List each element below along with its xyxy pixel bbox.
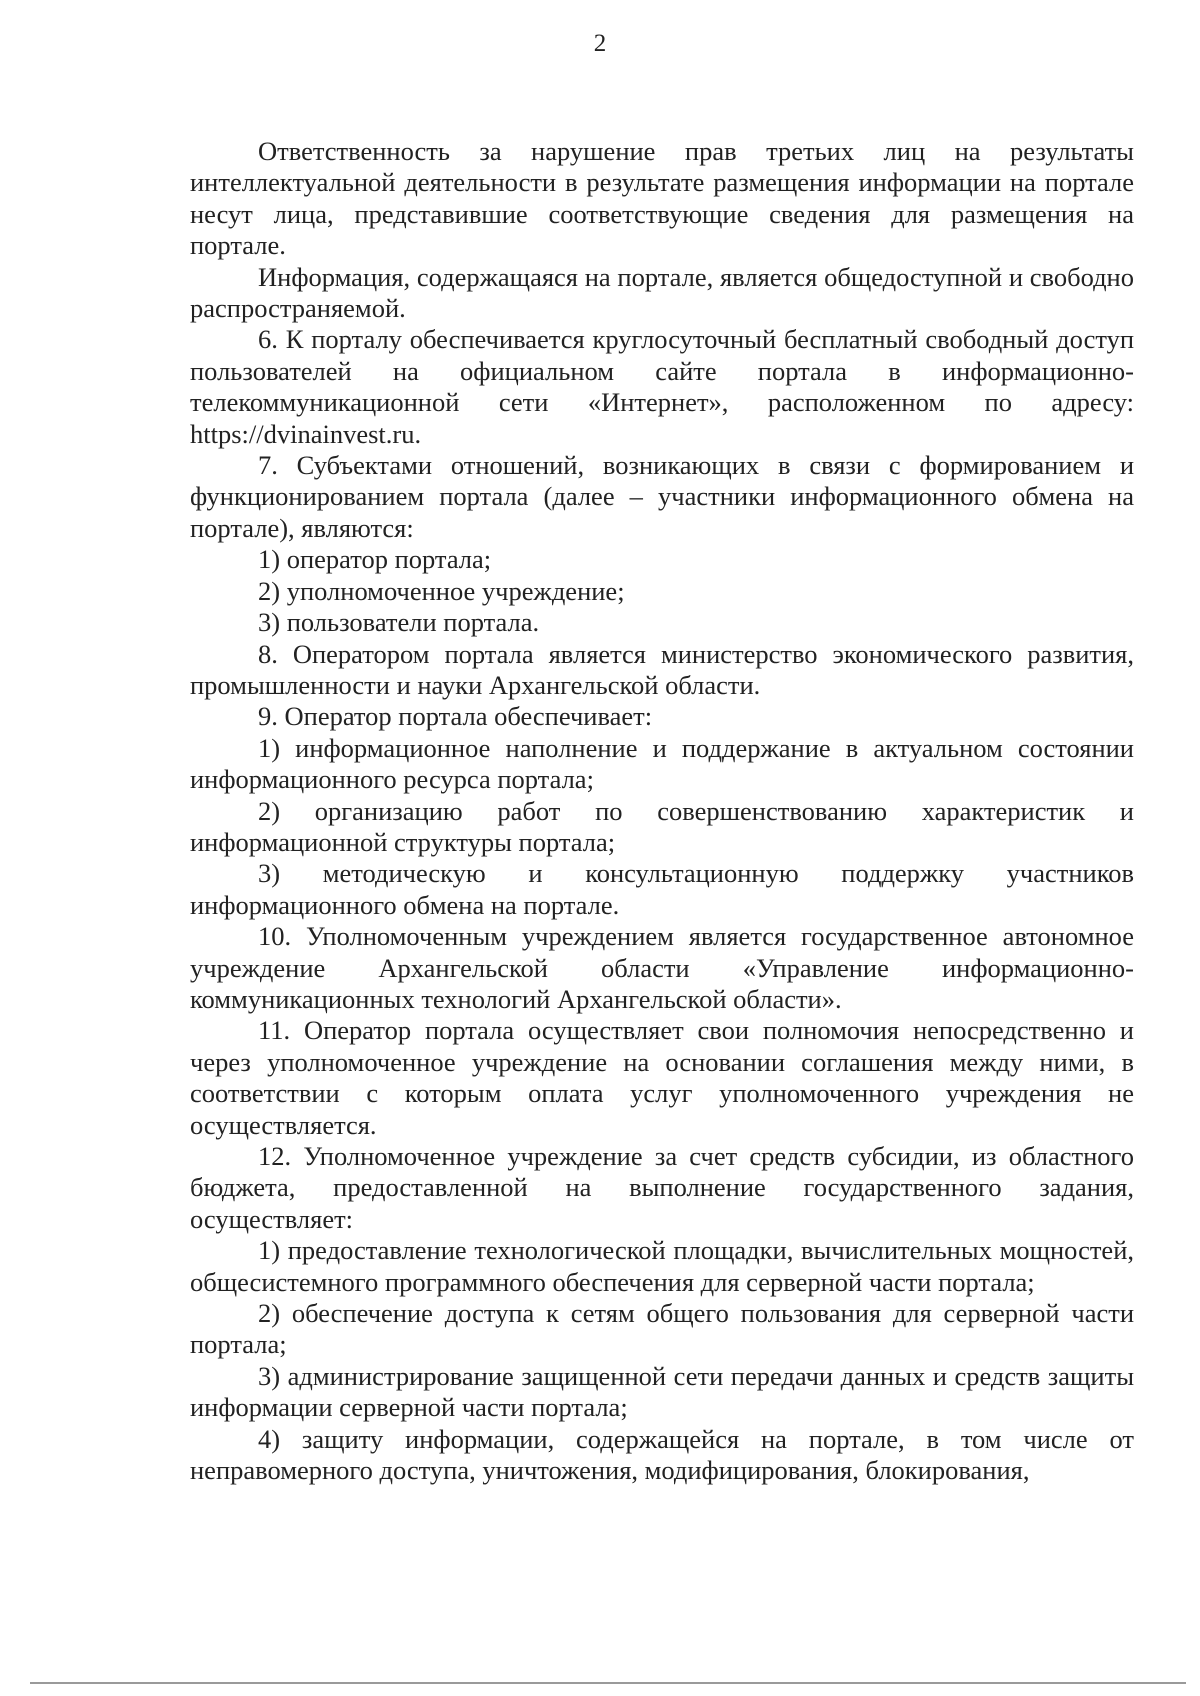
paragraph: 9. Оператор портала обеспечивает: [258,701,653,732]
scan-edge-line [30,1682,1186,1684]
page-number: 2 [593,30,607,57]
list-item: 2) обеспечение доступа к сетям общего пользования для серверной части портала; [190,1298,1134,1360]
list-item: 3) пользователи портала. [258,607,540,638]
list-item: 1) оператор портала; [258,544,492,575]
document-body [190,136,1134,1486]
paragraph: 12. Уполномоченное учреждение за счет средств субсидии, из областного бюджета, предоставленной на выполнение государственного задания, осуществляет: [190,1141,1134,1234]
paragraph: Информация, содержащаяся на портале, является общедоступной и свободно распространяемой. [190,261,1134,324]
list-item: 1) предоставление технологической площадки, вычислительных мощностей, общесистемного программного обеспечения для серверной части портала; [190,1235,1134,1297]
list-item: 2) организацию работ по совершенствованию характеристик и информационной структуры портала; [190,795,1134,857]
paragraph: 6. К порталу обеспечивается круглосуточный бесплатный свободный доступ пользователей на официальном сайте портала в информационно-телекоммуникационной сети «Интернет», расположенном по адресу: https://dvinainvest.ru. [190,324,1134,449]
paragraph: 7. Субъектами отношений, возникающих в связи с формированием и функционированием портала (далее – участники информационного обмена на портале), являются: [190,450,1134,543]
list-item: 3) методическую и консультационную поддержку участников информационного обмена на портале. [190,858,1134,920]
paragraph: 10. Уполномоченным учреждением является государственное автономное учреждение Архангельской области «Управление информационно-коммуникационных технологий Архангельской области». [190,921,1134,1014]
paragraph: 11. Оператор портала осуществляет свои полномочия непосредственно и через уполномоченное учреждение на основании соглашения между ними, в соответствии с которым оплата услуг уполномоченного учреждения не осуществляется. [190,1015,1134,1140]
list-item: 2) уполномоченное учреждение; [258,575,625,606]
paragraph: Ответственность за нарушение прав третьих лиц на результаты интеллектуальной деятельности в результате размещения информации на портале несут лица, представившие соответствующие сведения для размещения на портале. [190,136,1134,261]
list-item: 3) администрирование защищенной сети передачи данных и средств защиты информации серверной части портала; [190,1360,1134,1423]
list-item: 4) защиту информации, содержащейся на портале, в том числе от неправомерного доступа, уничтожения, модифицирования, блокирования, [190,1423,1134,1486]
list-item: 1) информационное наполнение и поддержание в актуальном состоянии информационного ресурса портала; [190,732,1134,795]
paragraph: 8. Оператором портала является министерство экономического развития, промышленности и науки Архангельской области. [190,638,1134,700]
